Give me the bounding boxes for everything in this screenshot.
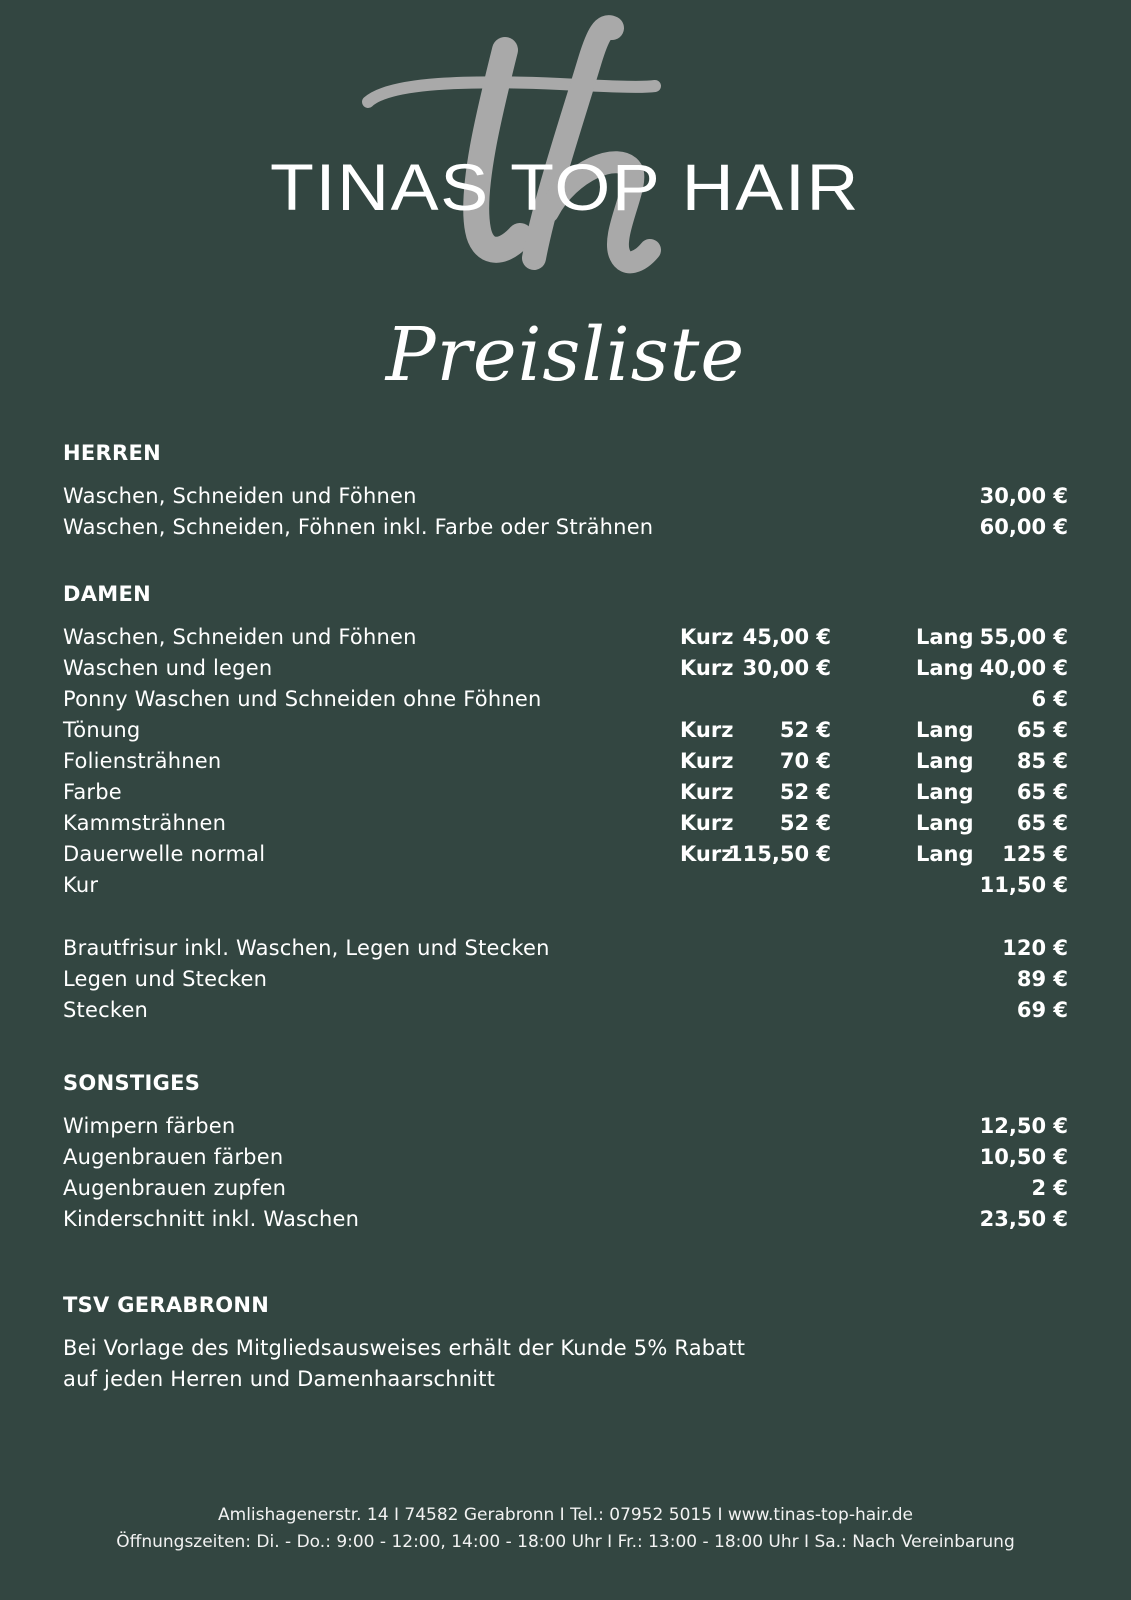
list-item — [63, 481, 1068, 512]
item-price: 60,00 € — [979, 515, 1068, 539]
item-label: Legen und Stecken — [63, 967, 268, 991]
logo-graphic — [0, 0, 1131, 300]
list-item — [63, 715, 1068, 746]
list-item — [63, 1111, 1068, 1142]
kurz-price: 52 € — [779, 811, 831, 835]
kurz-price: 70 € — [779, 749, 831, 773]
footer-hours: Öffnungszeiten: Di. - Do.: 9:00 - 12:00, 14:00 - 18:00 Uhr I Fr.: 13:00 - 18:00 Uhr I Sa.: Nach Vereinbarung — [116, 1532, 1015, 1552]
item-label: Waschen und legen — [63, 656, 273, 680]
item-price: 2 € — [1031, 1176, 1068, 1200]
lang-price: 40,00 € — [979, 656, 1068, 680]
item-label: Waschen, Schneiden und Föhnen — [63, 625, 417, 649]
kurz-label: Kurz — [680, 656, 734, 680]
kurz-label: Kurz — [680, 780, 734, 804]
logo — [0, 0, 1131, 300]
item-label: Waschen, Schneiden und Föhnen — [63, 484, 417, 508]
footer — [0, 1502, 1131, 1556]
section-title-tsv: TSV GERABRONN — [63, 1293, 270, 1317]
list-item — [63, 777, 1068, 808]
item-price: 6 € — [1031, 687, 1068, 711]
item-price: 23,50 € — [979, 1207, 1068, 1231]
list-item — [63, 622, 1068, 653]
lang-price: 125 € — [1002, 842, 1068, 866]
kurz-price: 30,00 € — [742, 656, 831, 680]
lang-label: Lang — [916, 749, 974, 773]
item-label: Wimpern färben — [63, 1114, 236, 1138]
item-label: Dauerwelle normal — [63, 842, 266, 866]
kurz-price: 115,50 € — [728, 842, 831, 866]
item-label: Kur — [63, 873, 99, 897]
lang-price: 55,00 € — [979, 625, 1068, 649]
list-item — [63, 1142, 1068, 1173]
kurz-label: Kurz — [680, 749, 734, 773]
damen-list — [63, 622, 1068, 1026]
item-label: Waschen, Schneiden, Föhnen inkl. Farbe oder Strähnen — [63, 515, 654, 539]
page-title: Preisliste — [385, 312, 746, 398]
lang-label: Lang — [916, 718, 974, 742]
kurz-price: 45,00 € — [742, 625, 831, 649]
lang-price: 65 € — [1016, 780, 1068, 804]
list-item — [63, 684, 1068, 715]
list-item — [63, 746, 1068, 777]
item-label: Foliensträhnen — [63, 749, 222, 773]
item-price: 12,50 € — [979, 1114, 1068, 1138]
kurz-price: 52 € — [779, 718, 831, 742]
section-title-sonstiges: SONSTIGES — [63, 1071, 201, 1095]
list-item — [63, 933, 1068, 964]
item-price: 89 € — [1016, 967, 1068, 991]
item-price: 10,50 € — [979, 1145, 1068, 1169]
item-label: Kinderschnitt inkl. Waschen — [63, 1207, 360, 1231]
lang-price: 65 € — [1016, 718, 1068, 742]
item-price: 11,50 € — [979, 873, 1068, 897]
item-label: Stecken — [63, 998, 149, 1022]
list-item — [63, 653, 1068, 684]
lang-label: Lang — [916, 780, 974, 804]
list-item — [63, 995, 1068, 1026]
item-price: 120 € — [1002, 936, 1068, 960]
footer-address: Amlishagenerstr. 14 I 74582 Gerabronn I Tel.: 07952 5015 I www.tinas-top-hair.de — [218, 1505, 913, 1525]
list-item — [63, 512, 1068, 543]
lang-price: 65 € — [1016, 811, 1068, 835]
list-item — [63, 1204, 1068, 1235]
lang-label: Lang — [916, 656, 974, 680]
item-label: Augenbrauen zupfen — [63, 1176, 287, 1200]
list-item — [63, 1173, 1068, 1204]
logo-brand-name: TINAS TOP HAIR — [270, 150, 860, 224]
kurz-price: 52 € — [779, 780, 831, 804]
item-price: 69 € — [1016, 998, 1068, 1022]
item-price: 30,00 € — [979, 484, 1068, 508]
lang-label: Lang — [916, 842, 974, 866]
tsv-line-2: auf jeden Herren und Damenhaarschnitt — [63, 1367, 496, 1391]
price-list — [63, 438, 1068, 1395]
section-title-herren: HERREN — [63, 441, 161, 465]
kurz-label: Kurz — [680, 625, 734, 649]
list-item — [63, 964, 1068, 995]
item-label: Kammsträhnen — [63, 811, 227, 835]
kurz-label: Kurz — [680, 811, 734, 835]
item-label: Farbe — [63, 780, 122, 804]
sonstiges-list — [63, 1111, 1068, 1235]
list-item — [63, 870, 1068, 901]
list-item — [63, 839, 1068, 870]
item-label: Augenbrauen färben — [63, 1145, 284, 1169]
section-title-damen: DAMEN — [63, 582, 152, 606]
tsv-discount-text — [63, 1333, 1068, 1395]
kurz-label: Kurz — [680, 718, 734, 742]
herren-list — [63, 481, 1068, 543]
item-label: Tönung — [63, 718, 141, 742]
tsv-line-1: Bei Vorlage des Mitgliedsausweises erhält der Kunde 5% Rabatt — [63, 1336, 746, 1360]
lang-label: Lang — [916, 811, 974, 835]
lang-price: 85 € — [1016, 749, 1068, 773]
item-label: Ponny Waschen und Schneiden ohne Föhnen — [63, 687, 542, 711]
item-label: Brautfrisur inkl. Waschen, Legen und Stecken — [63, 936, 550, 960]
logo-monogram — [368, 27, 655, 262]
kurz-label: Kurz — [680, 842, 734, 866]
list-item — [63, 808, 1068, 839]
lang-label: Lang — [916, 625, 974, 649]
